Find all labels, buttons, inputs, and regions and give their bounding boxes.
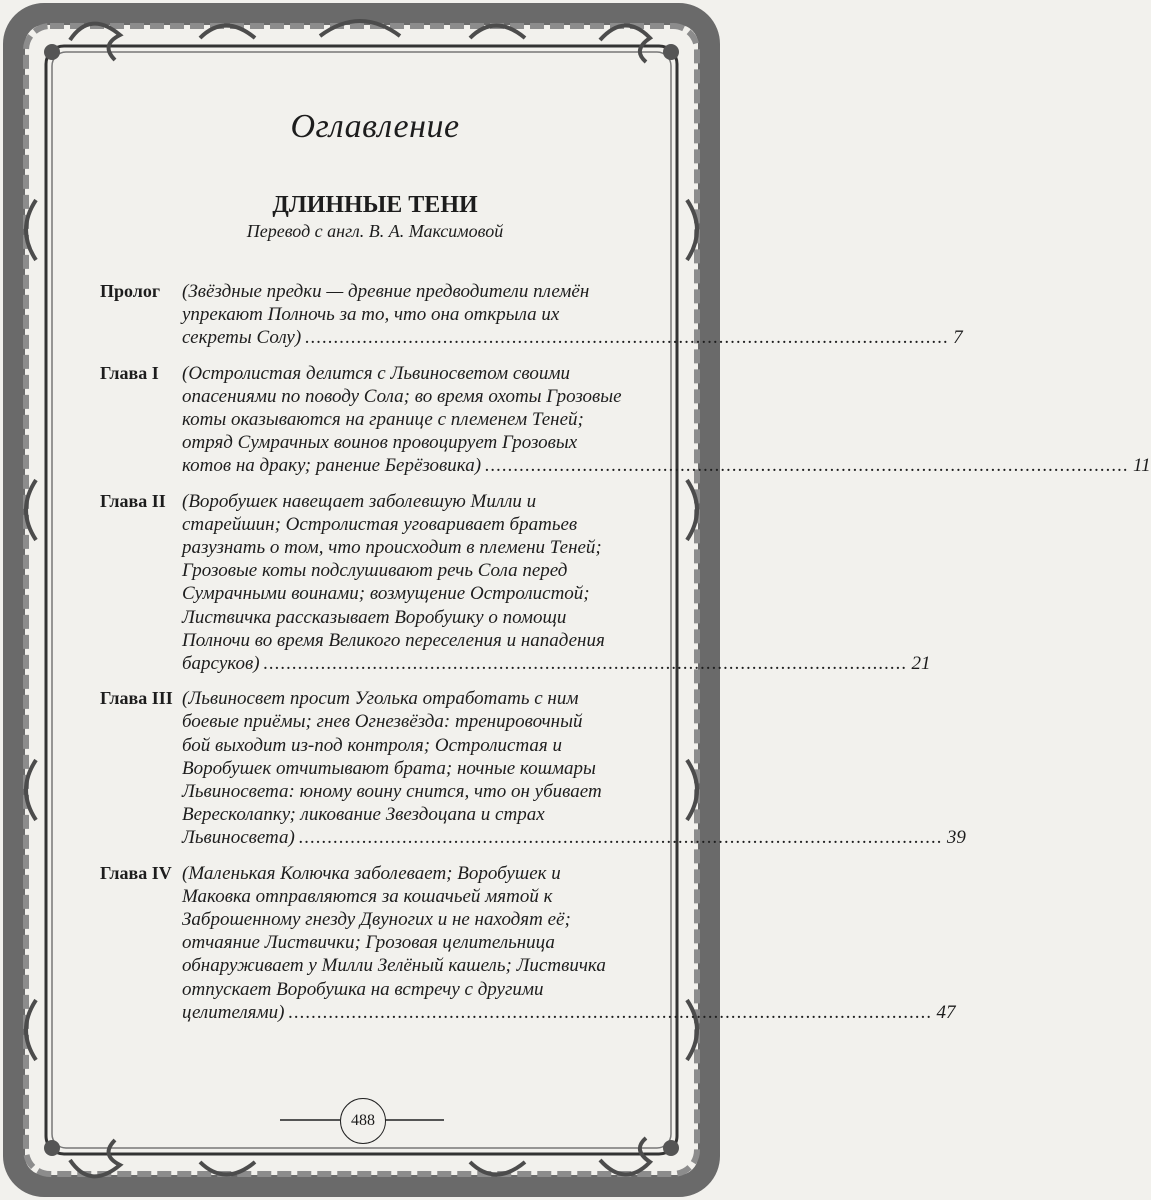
description-line: целителями) xyxy=(182,1001,285,1023)
toc-entry-description xyxy=(182,362,1151,478)
translator-credit: Перевод с англ. В. А. Максимовой xyxy=(246,221,504,241)
description-line: барсуков) xyxy=(182,653,260,675)
toc-entry-page: 21 xyxy=(911,653,931,675)
toc-entry[interactable] xyxy=(100,862,956,1024)
leader-dots xyxy=(264,652,908,675)
description-last-line xyxy=(182,326,963,349)
description-last-line xyxy=(182,652,931,675)
description-line: Грозовые коты подслушивают речь Сола перед xyxy=(182,560,568,582)
toc-heading: Оглавление xyxy=(290,108,460,145)
leader-dots xyxy=(485,454,1129,477)
description-last-line xyxy=(182,826,966,849)
description-line: (Остролистая делится с Львиносветом своими xyxy=(182,362,570,384)
toc-entry-label: Глава III xyxy=(100,688,173,709)
description-last-line xyxy=(182,454,1151,477)
toc-entry-page: 7 xyxy=(953,327,963,349)
description-line: опасениями по поводу Сола; во время охоты Грозовые xyxy=(182,385,622,407)
description-line: секреты Солу) xyxy=(182,327,302,349)
toc-entry[interactable] xyxy=(100,687,966,849)
toc-entry[interactable] xyxy=(100,490,931,676)
description-line: Полночи во время Великого переселения и нападения xyxy=(182,629,605,651)
toc-entry-label: Глава I xyxy=(100,362,159,383)
toc-entry-page: 47 xyxy=(936,1001,956,1023)
description-line: Сумрачными воинами; возмущение Остролистой; xyxy=(182,583,590,605)
description-line: Воробушек отчитывают брата; ночные кошмары xyxy=(182,757,596,779)
description-line: бой выходит из-под контроля; Остролистая и xyxy=(182,734,562,756)
description-line: (Звёздные предки — древние предводители племён xyxy=(182,281,590,302)
toc-entry-label: Глава IV xyxy=(100,862,172,883)
page-number: 488 xyxy=(340,1098,386,1144)
description-line: Маковка отправляются за кошачьей мятой к xyxy=(182,885,553,907)
toc-entry-description xyxy=(182,490,931,676)
description-line: Вересколапку; ликование Звездоцапа и страх xyxy=(182,804,545,826)
toc-entry-description xyxy=(182,862,955,1024)
leader-dots xyxy=(305,326,949,349)
toc-entry-label: Глава II xyxy=(100,490,166,511)
toc-entry[interactable] xyxy=(100,362,1151,478)
toc-entry-page: 39 xyxy=(946,827,966,849)
description-line: Заброшенному гнезду Двуногих и не находят её; xyxy=(182,909,571,931)
description-line: отпускает Воробушка на встречу с другими xyxy=(182,978,544,1000)
leader-dots xyxy=(288,1001,932,1024)
toc-entry-page: 11 xyxy=(1133,455,1151,477)
toc-entry-description xyxy=(182,687,966,849)
description-line: отчаяние Листвички; Грозовая целительница xyxy=(182,932,555,954)
description-last-line xyxy=(182,1001,955,1024)
leader-dots xyxy=(299,826,943,849)
description-line: Львиносвета: юному воину снится, что он убивает xyxy=(182,781,602,803)
toc-entries xyxy=(100,280,1151,1024)
description-line: разузнать о том, что происходит в племени Теней; xyxy=(182,537,602,559)
description-line: боевые приёмы; гнев Огнезвёзда: тренировочный xyxy=(182,711,583,733)
description-line: отряд Сумрачных воинов провоцирует Грозовых xyxy=(182,432,578,454)
toc-content xyxy=(100,108,1151,1036)
description-line: упрекают Полночь за то, что она открыла их xyxy=(182,304,560,326)
toc-entry[interactable] xyxy=(100,280,963,350)
book-title: ДЛИННЫЕ ТЕНИ xyxy=(272,192,478,218)
description-line: старейшин; Остролистая уговаривает братьев xyxy=(182,513,578,535)
description-line: котов на драку; ранение Берёзовика) xyxy=(182,455,482,477)
description-line: Львиносвета) xyxy=(182,827,295,849)
description-line: Листвичка рассказывает Воробушку о помощи xyxy=(182,606,567,628)
toc-entry-label: Пролог xyxy=(100,281,161,301)
description-line: (Львиносвет просит Уголька отработать с ним xyxy=(182,688,579,710)
description-line: (Маленькая Колючка заболевает; Воробушек и xyxy=(182,862,561,884)
description-line: коты оказываются на границе с племенем Теней; xyxy=(182,409,584,431)
description-line: (Воробушек навещает заболевшую Милли и xyxy=(182,490,537,512)
description-line: обнаруживает у Милли Зелёный кашель; Листвичка xyxy=(182,955,606,977)
toc-entry-description xyxy=(182,280,963,350)
